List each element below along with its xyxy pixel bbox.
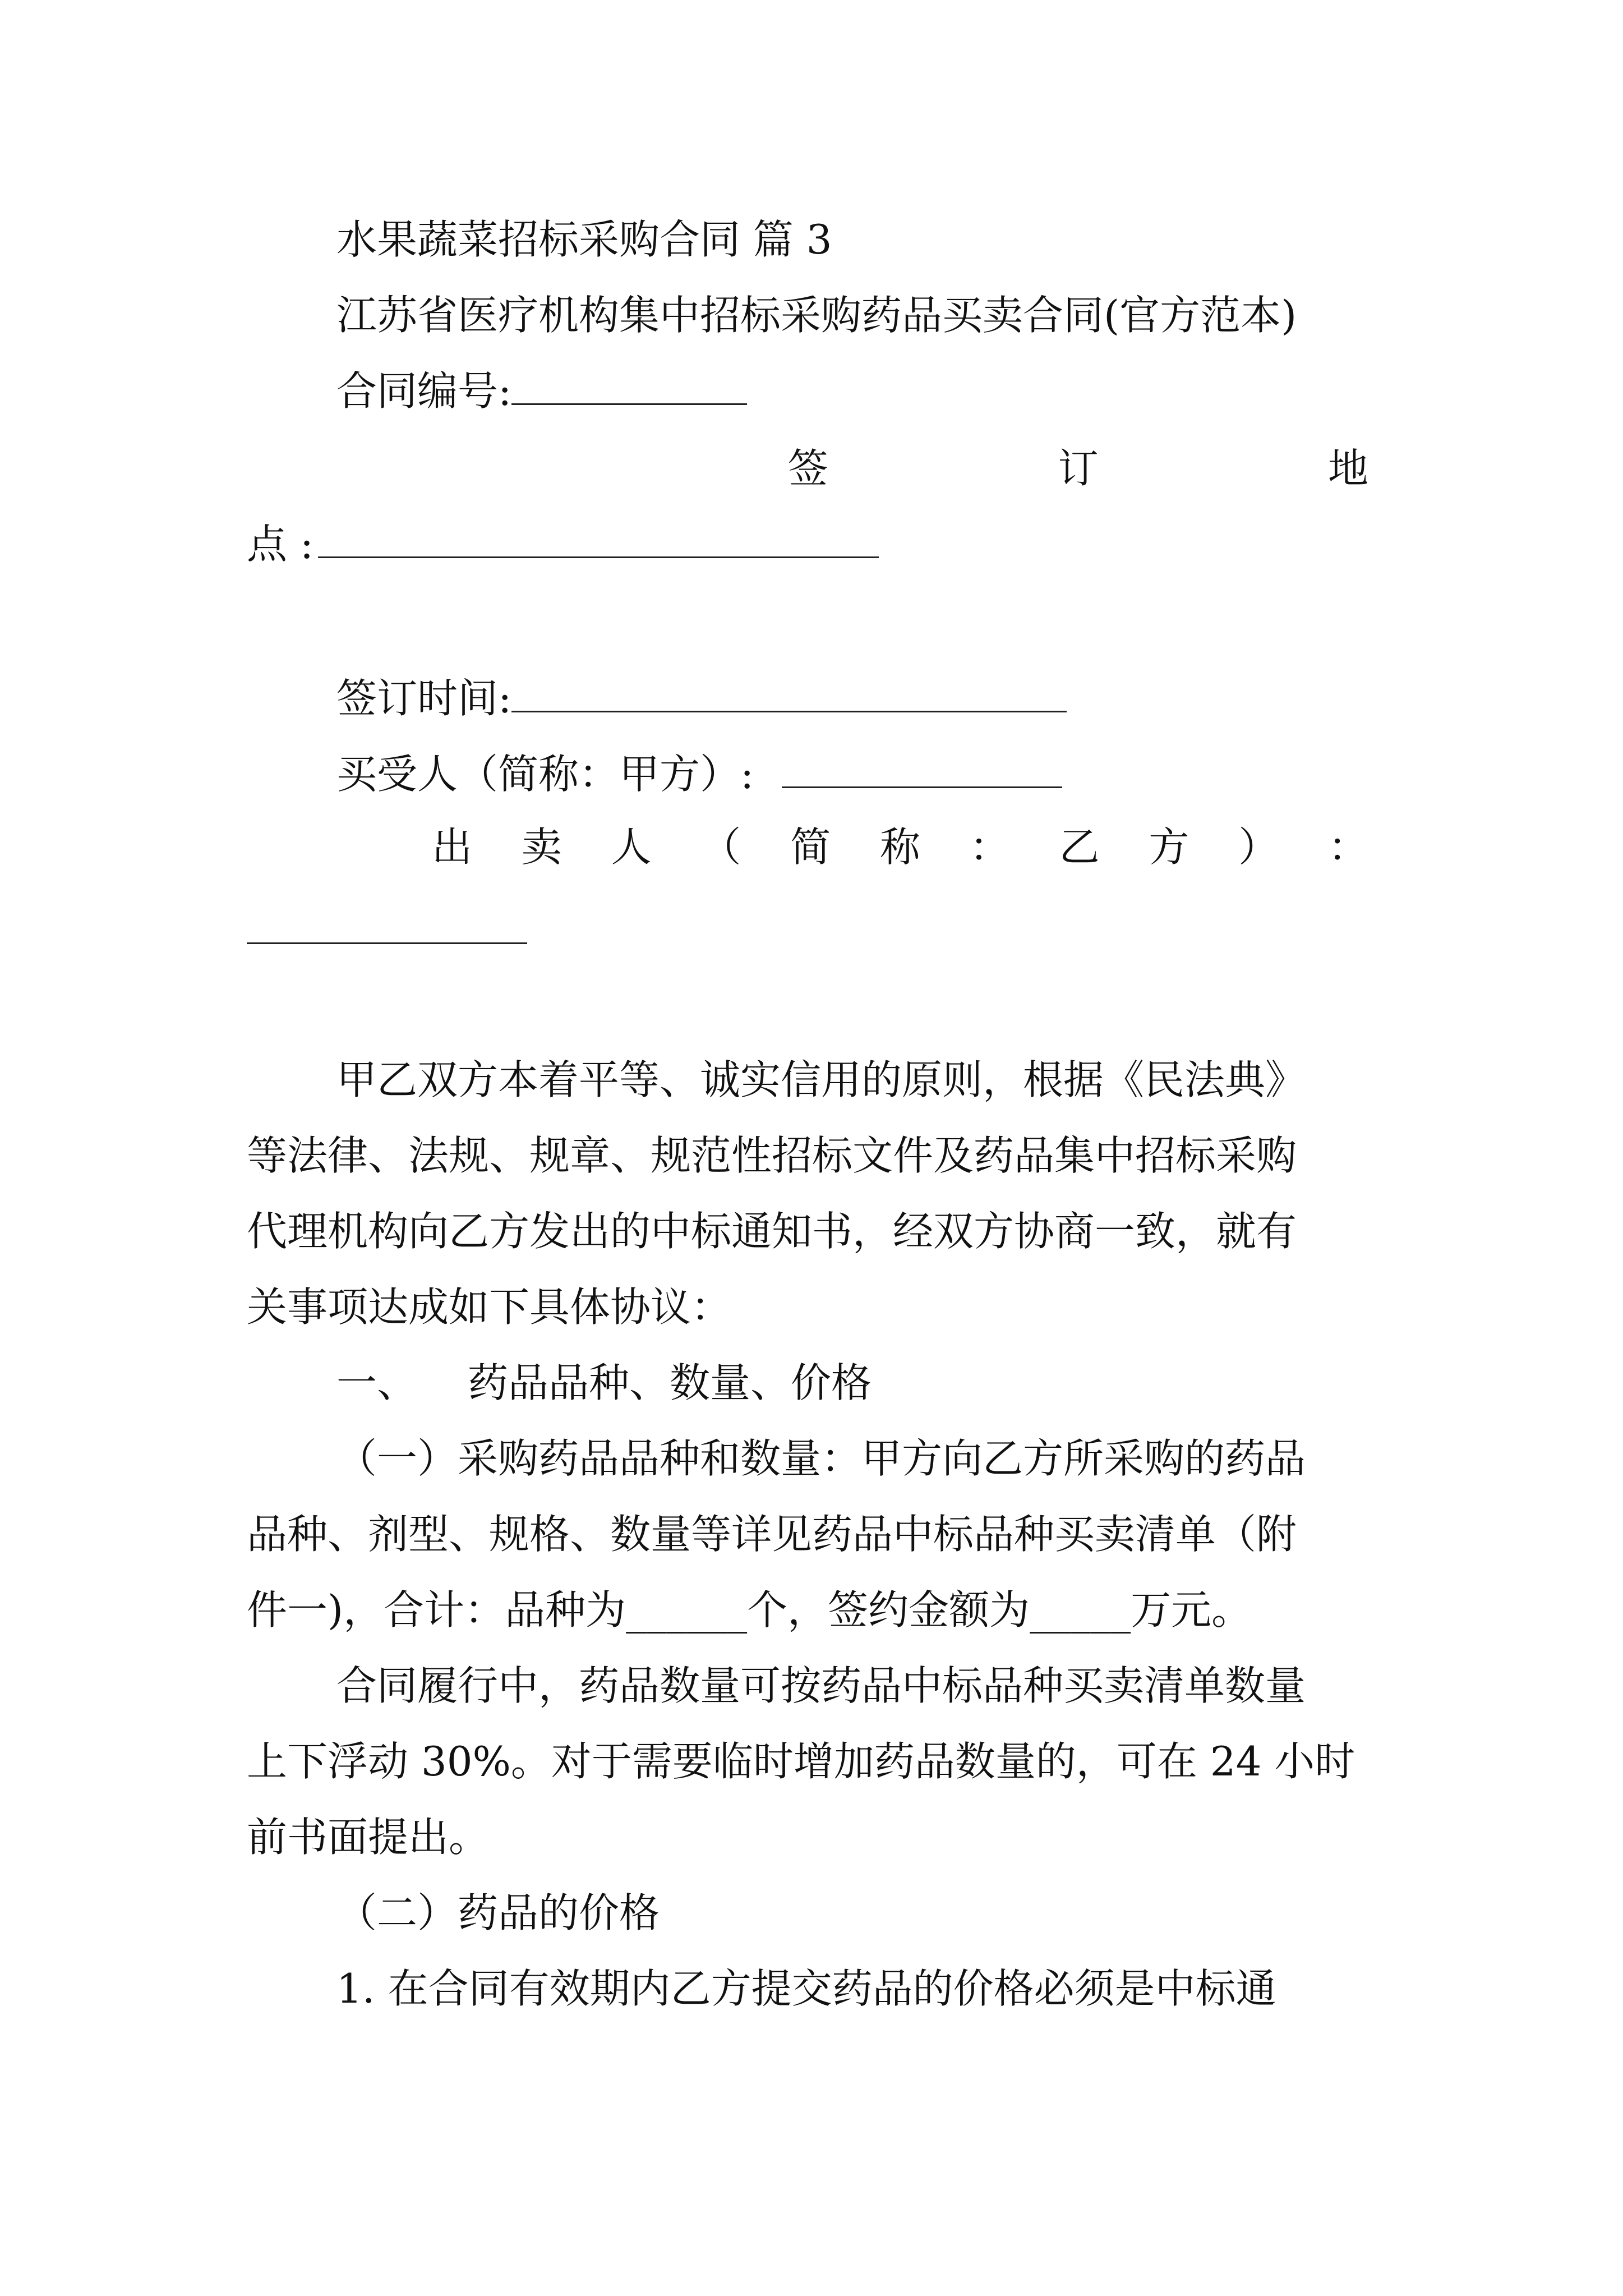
intro-line-2: 等法律、法规、规章、规范性招标文件及药品集中招标采购 <box>247 1132 1297 1179</box>
clause-1-line-2: 品种、剂型、规格、数量等详见药品中标品种买卖清单（附 <box>247 1511 1297 1558</box>
section-1-title: 药品品种、数量、价格 <box>468 1359 872 1406</box>
clause-2-line-1: 1. 在合同有效期内乙方提交药品的价格必须是中标通 <box>336 1965 1276 2012</box>
contract-number-blank <box>511 370 747 405</box>
section-1-number: 一、 <box>336 1359 418 1406</box>
contract-amount-blank: _____ <box>1030 1586 1131 1634</box>
seller-blank <box>247 942 527 944</box>
signing-time-row <box>336 673 1067 724</box>
buyer-label: 买受人（简称：甲方）: <box>336 751 754 798</box>
signing-time-label: 签订时间: <box>336 675 512 722</box>
seller-char-3: 人 <box>611 823 652 871</box>
clause-1b-line-1: 合同履行中，药品数量可按药品中标品种买卖清单数量 <box>336 1662 1306 1709</box>
seller-row <box>432 822 1368 872</box>
seller-char-1: 出 <box>432 823 473 871</box>
clause-2-title: （二）药品的价格 <box>336 1889 660 1936</box>
contract-title: 江苏省医疗机构集中招标采购药品买卖合同(官方范本) <box>336 292 1297 339</box>
clause-1b-line-3: 前书面提出。 <box>247 1814 490 1861</box>
seller-char-8: 乙 <box>1059 823 1100 871</box>
buyer-blank <box>782 753 1062 788</box>
seller-char-4: （ <box>700 823 741 871</box>
intro-line-3: 代理机构向乙方发出的中标通知书，经双方协商一致，就有 <box>247 1208 1297 1255</box>
buyer-row <box>336 749 1062 799</box>
signing-time-blank <box>511 677 1067 712</box>
signing-place-char-3: 地 <box>1327 445 1368 492</box>
seller-char-9: 方 <box>1149 823 1189 871</box>
signing-place-blank <box>318 523 879 558</box>
contract-number-label: 合同编号: <box>336 367 512 415</box>
signing-place-char-2: 订 <box>1058 445 1099 492</box>
clause-1-text-b: 个，签约金额为 <box>747 1586 1030 1634</box>
signing-place-tail <box>247 519 879 569</box>
seller-char-2: 卖 <box>521 823 562 871</box>
seller-char-5: 简 <box>790 823 831 871</box>
intro-line-4: 关事项达成如下具体协议： <box>247 1283 732 1331</box>
clause-1-text-c: 万元。 <box>1131 1586 1252 1634</box>
intro-line-1: 甲乙双方本着平等、诚实信用的原则，根据《民法典》 <box>336 1056 1306 1103</box>
seller-char-11: ： <box>1327 823 1368 871</box>
signing-place-char-1: 签 <box>788 445 829 492</box>
seller-char-10: ） <box>1238 823 1279 871</box>
section-title: 水果蔬菜招标采购合同 篇 3 <box>336 216 832 263</box>
variety-count-blank: ______ <box>626 1586 748 1634</box>
seller-char-7: ： <box>969 823 1010 871</box>
clause-1-text-a: 件一)，合计：品种为 <box>247 1586 626 1634</box>
signing-place-row <box>788 443 1368 494</box>
section-1-heading <box>336 1358 872 1408</box>
contract-number-row <box>336 366 747 416</box>
clause-1-line-3 <box>247 1585 1252 1635</box>
seller-char-6: 称 <box>879 823 920 871</box>
clause-1b-line-2: 上下浮动 30%。对于需要临时增加药品数量的，可在 24 小时 <box>247 1738 1355 1785</box>
signing-place-label: 点 : <box>247 521 314 568</box>
clause-1-line-1: （一）采购药品品种和数量：甲方向乙方所采购的药品 <box>336 1435 1306 1482</box>
